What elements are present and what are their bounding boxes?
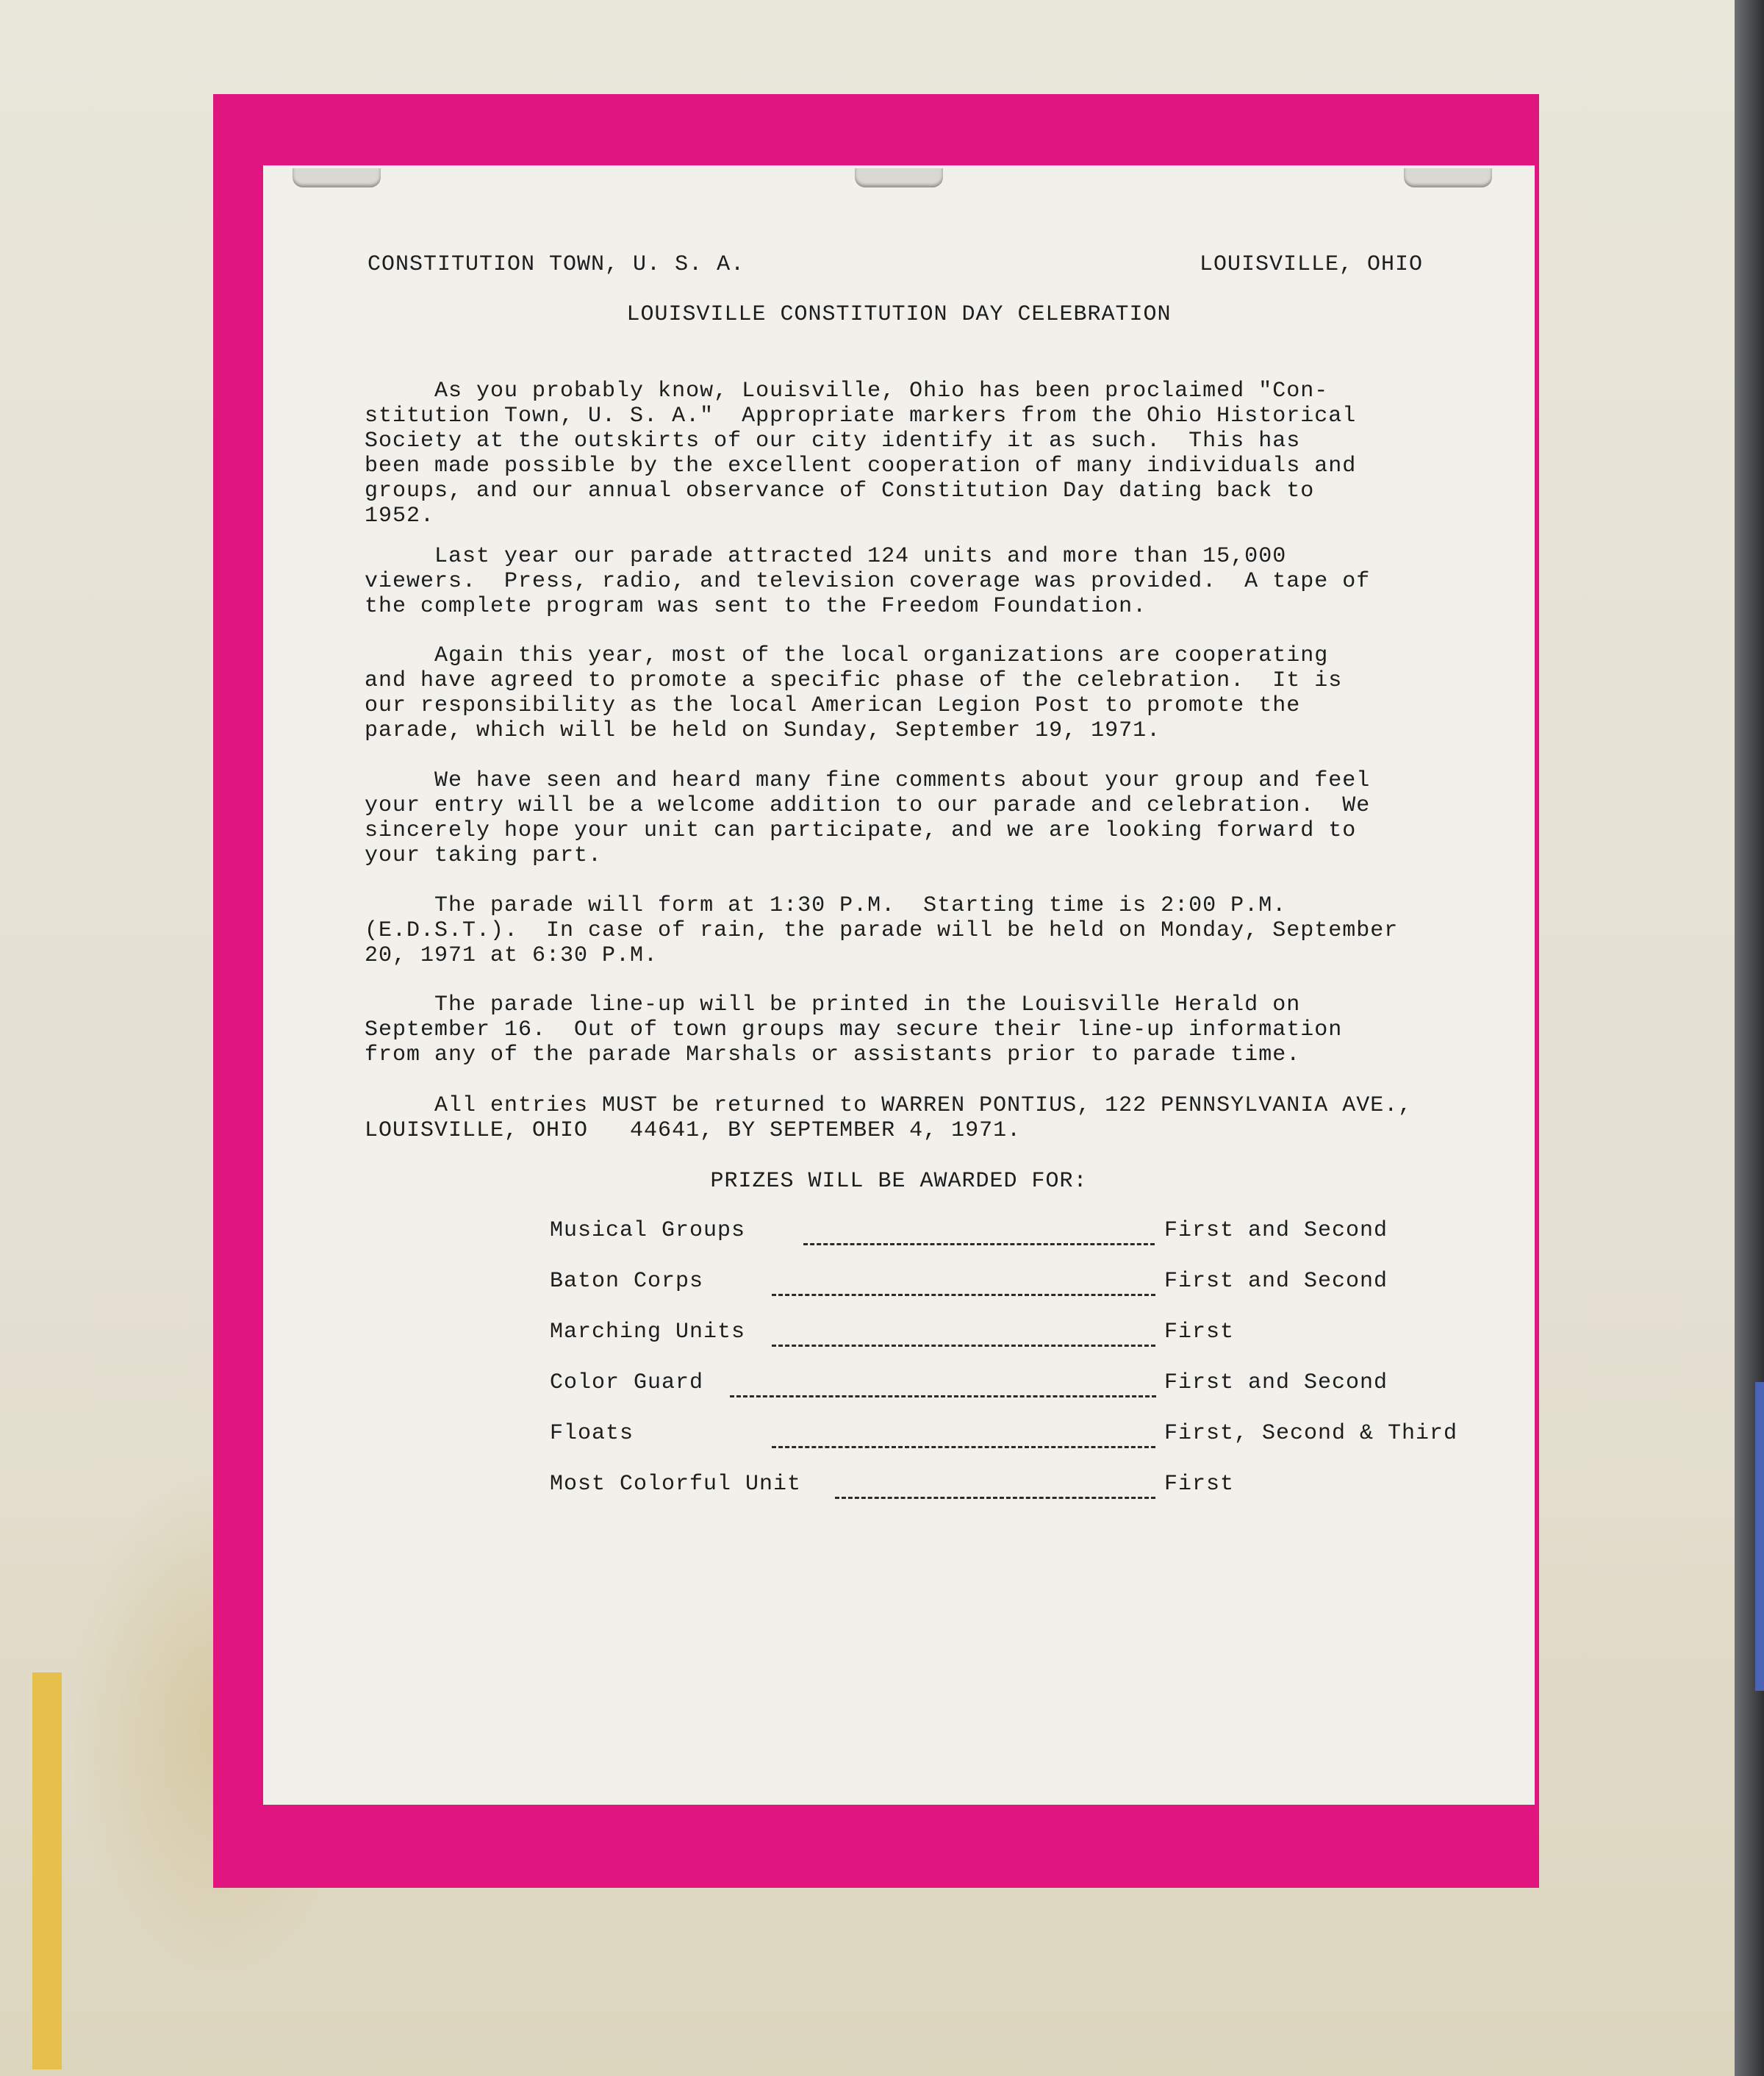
prize-category: Most Colorful Unit (550, 1472, 802, 1497)
leader-line (772, 1269, 1155, 1296)
leader-line (835, 1472, 1155, 1499)
prize-category: Baton Corps (550, 1269, 704, 1294)
leader-line (772, 1421, 1155, 1448)
prizes-heading: PRIZES WILL BE AWARDED FOR: (710, 1169, 1088, 1194)
paragraph: As you probably know, Louisville, Ohio has been proclaimed "Con- stitution Town, U. S. A." Appropriate markers from the Ohio Historical Society at the outskirts of our city identify it as such. This has been made possible by the excellent cooperation of many individuals and groups, and our annual observance of Constitution Day dating back to 1952. (365, 379, 1357, 529)
prize-award: First and Second (1164, 1269, 1388, 1294)
prize-row (550, 1218, 1388, 1248)
document-title: LOUISVILLE CONSTITUTION DAY CELEBRATION (626, 302, 1172, 327)
prize-category: Musical Groups (550, 1218, 746, 1243)
typed-letter (263, 165, 1535, 1805)
header-right: LOUISVILLE, OHIO (1199, 252, 1423, 277)
prize-category: Floats (550, 1421, 634, 1446)
header-left: CONSTITUTION TOWN, U. S. A. (368, 252, 745, 277)
leader-line (772, 1320, 1155, 1347)
prize-award: First and Second (1164, 1218, 1388, 1243)
prize-category: Color Guard (550, 1370, 704, 1395)
paragraph: All entries MUST be returned to WARREN PONTIUS, 122 PENNSYLVANIA AVE., LOUISVILLE, OHIO 44641, BY SEPTEMBER 4, 1971. (365, 1093, 1413, 1143)
prize-row (550, 1421, 1458, 1450)
paragraph: The parade will form at 1:30 P.M. Starting time is 2:00 P.M. (E.D.S.T.). In case of rain, the parade will be held on Monday, September 20, 1971 at 6:30 P.M. (365, 893, 1399, 968)
letter-content (263, 165, 1535, 1805)
prize-award: First, Second & Third (1164, 1421, 1458, 1446)
prize-category: Marching Units (550, 1320, 746, 1345)
prize-row (550, 1370, 1388, 1400)
binder-edge (1735, 0, 1764, 2076)
yellow-index-tab (32, 1672, 62, 2069)
prize-award: First (1164, 1472, 1235, 1497)
leader-line (730, 1370, 1156, 1397)
paragraph: The parade line-up will be printed in the Louisville Herald on September 16. Out of town groups may secure their line-up information from any of the parade Marshals or assistants prior to parade time. (365, 992, 1343, 1067)
prize-award: First (1164, 1320, 1235, 1345)
prize-award: First and Second (1164, 1370, 1388, 1395)
prize-row (550, 1269, 1388, 1298)
leader-line (803, 1218, 1155, 1245)
paragraph: Last year our parade attracted 124 units and more than 15,000 viewers. Press, radio, and television coverage was provided. A tape of the complete program was sent to the Freedom Foundation. (365, 544, 1371, 619)
prize-row (550, 1472, 1235, 1501)
blue-index-tab (1755, 1382, 1764, 1691)
paragraph: We have seen and heard many fine comments about your group and feel your entry will be a welcome addition to our parade and celebration. We sincerely hope your unit can participate, and we are looking forward to your taking part. (365, 768, 1371, 868)
paragraph: Again this year, most of the local organizations are cooperating and have agreed to promote a specific phase of the celebration. It is our responsibility as the local American Legion Post to promote the parade, which will be held on Sunday, September 19, 1971. (365, 643, 1343, 743)
prize-row (550, 1320, 1235, 1349)
